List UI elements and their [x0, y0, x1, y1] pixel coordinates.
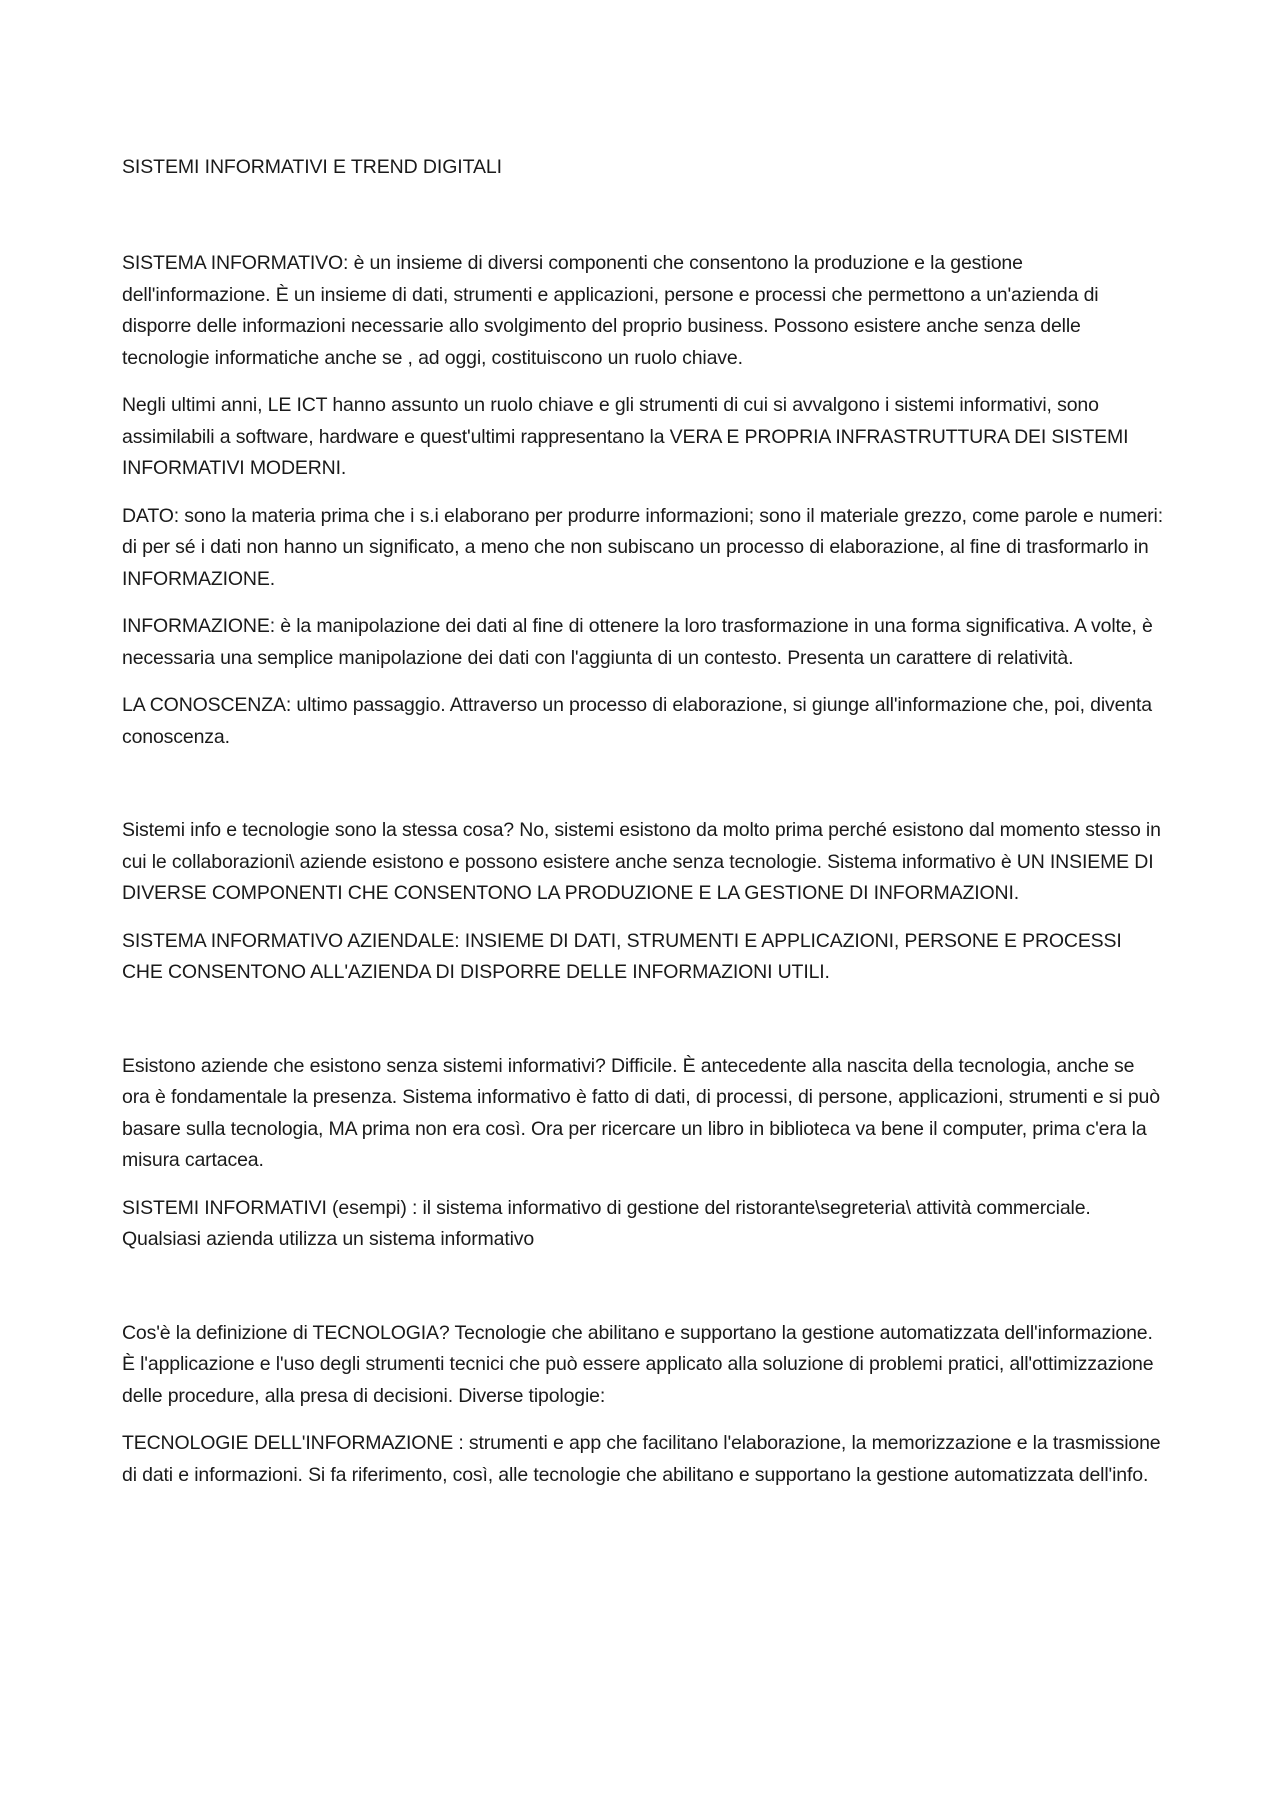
paragraph-sistema-informativo-aziendale: SISTEMA INFORMATIVO AZIENDALE: INSIEME DI DATI, STRUMENTI E APPLICAZIONI, PERSONE E PROCESSI CHE CONSENTONO ALL'AZIENDA DI DISPORRE DELLE INFORMAZIONI UTILI.	[122, 929, 1122, 983]
document-body	[122, 152, 1167, 1507]
paragraph-sistemi-e-tecnologie: Sistemi info e tecnologie sono la stessa cosa? No, sistemi esistono da molto prima perché esistono dal momento stesso in cui le collaborazioni\ aziende esistono e possono esistere anche senza tecnologie. Sistema informativo è UN INSIEME DI DIVERSE COMPONENTI CHE CONSENTONO LA PRODUZIONE E LA GESTIONE DI INFORMAZIONI.	[122, 819, 1161, 904]
paragraph-dato: DATO: sono la materia prima che i s.i elaborano per produrre informazioni; sono il materiale grezzo, come parole e numeri: di per sé i dati non hanno un significato, a meno che non subiscano un processo di elaborazione, al fine di trasformarlo in INFORMAZIONE.	[122, 504, 1163, 590]
paragraph-sistema-informativo: SISTEMA INFORMATIVO: è un insieme di diversi componenti che consentono la produzione e la gestione dell'informazione. È un insieme di dati, strumenti e applicazioni, persone e processi che permettono a un'azienda di disporre delle informazioni necessarie allo svolgimento del proprio business. Possono esistere anche senza delle tecnologie informatiche anche se , ad oggi, costituiscono un ruolo chiave.	[122, 252, 1099, 369]
paragraph-tecnologie-informazione: TECNOLOGIE DELL'INFORMAZIONE : strumenti e app che facilitano l'elaborazione, la memorizzazione e la trasmissione di dati e informazioni. Si fa riferimento, così, alle tecnologie che abilitano e supportano la gestione automatizzata dell'info.	[122, 1432, 1161, 1486]
paragraph-aziende-senza-sistemi: Esistono aziende che esistono senza sistemi informativi? Difficile. È antecedente alla nascita della tecnologia, anche se ora è fondamentale la presenza. Sistema informativo è fatto di dati, di processi, di persone, applicazioni, strumenti e si può basare sulla tecnologia, MA prima non era così. Ora per ricercare un libro in biblioteca va bene il computer, prima c'era la misura cartacea.	[122, 1054, 1160, 1171]
document-title: SISTEMI INFORMATIVI E TREND DIGITALI	[122, 156, 502, 178]
paragraph-tecnologia: Cos'è la definizione di TECNOLOGIA? Tecnologie che abilitano e supportano la gestione automatizzata dell'informazione. È l'applicazione e l'uso degli strumenti tecnici che può essere applicato alla soluzione di problemi pratici, all'ottimizzazione delle procedure, alla presa di decisioni. Diverse tipologie:	[122, 1321, 1154, 1407]
paragraph-esempi: SISTEMI INFORMATIVI (esempi) : il sistema informativo di gestione del ristorante\segreteria\ attività commerciale. Qualsiasi azienda utilizza un sistema informativo	[122, 1196, 1091, 1250]
paragraph-ict: Negli ultimi anni, LE ICT hanno assunto un ruolo chiave e gli strumenti di cui si avvalgono i sistemi informativi, sono assimilabili a software, hardware e quest'ultimi rappresentano la VERA E PROPRIA INFRASTRUTTURA DEI SISTEMI INFORMATIVI MODERNI.	[122, 394, 1129, 479]
paragraph-conoscenza: LA CONOSCENZA: ultimo passaggio. Attraverso un processo di elaborazione, si giunge all'informazione che, poi, diventa conoscenza.	[122, 694, 1152, 748]
paragraph-informazione: INFORMAZIONE: è la manipolazione dei dati al fine di ottenere la loro trasformazione in una forma significativa. A volte, è necessaria una semplice manipolazione dei dati con l'aggiunta di un contesto. Presenta un carattere di relatività.	[122, 615, 1153, 669]
